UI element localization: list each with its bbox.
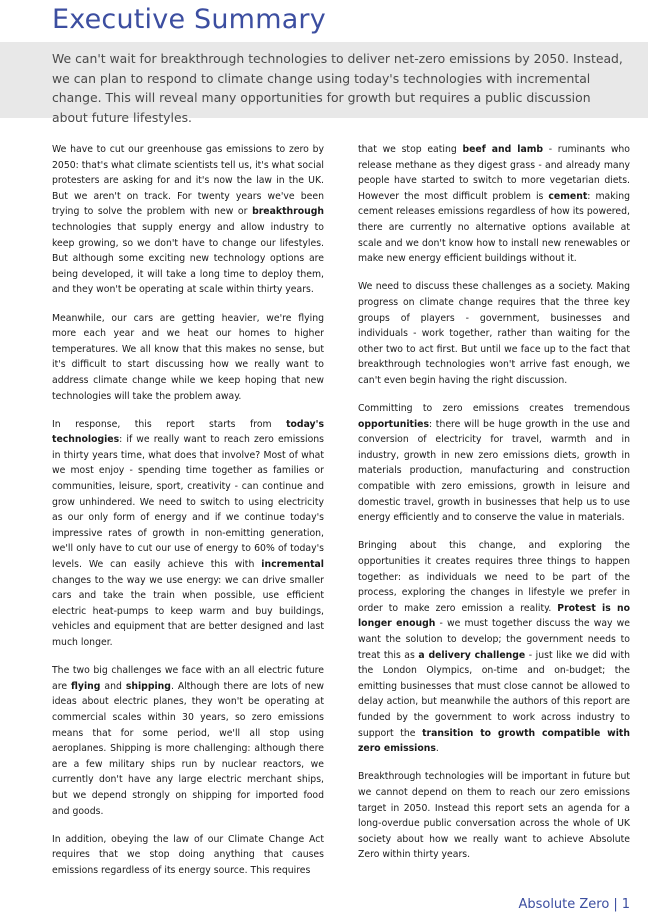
bold-text: flying	[71, 680, 101, 692]
body-paragraph	[358, 769, 630, 863]
bold-text: incremental	[261, 559, 324, 571]
footer-report-name: Absolute Zero	[518, 897, 610, 912]
body-paragraph	[52, 311, 324, 405]
bold-text: today's technologies	[52, 418, 324, 446]
paragraph-text: that we stop eating	[358, 144, 463, 155]
body-paragraph	[358, 401, 630, 526]
paragraph-text: In addition, obeying the law of our Climate Change Act requires that we stop doing anything that causes emissions regardless of its energy source. This requires	[52, 833, 324, 876]
paragraph-text: - just like we did with the London Olympics, on-time and on-budget; the emitting businesses that must close cannot be allowed to delay action, but meanwhile the authors of this report are funded by the government to work across industry to support the	[358, 649, 631, 739]
bold-text: beef and lamb	[462, 144, 544, 155]
footer-separator: |	[613, 897, 618, 912]
bold-text: cement	[548, 190, 588, 202]
page-title: Executive Summary	[52, 4, 326, 35]
paragraph-text: changes to the way we use energy: we can drive smaller cars and take the train when possible, use efficient electric heat-pumps to keep warm and buy buildings, vehicles and equipment that are better designed and last much longer.	[52, 574, 324, 648]
right-column	[358, 142, 630, 876]
bold-text: a delivery challenge	[418, 649, 526, 661]
bold-text: Protest is no longer enough	[358, 602, 630, 630]
left-column	[52, 142, 324, 891]
paragraph-text: technologies that supply energy and allow industry to keep growing, so we don't have to change our lifestyles. But although some exciting new technology options are being developed, it will take a long time to deploy them, and they won't be operating at scale within thirty years.	[52, 221, 324, 296]
body-paragraph	[52, 142, 324, 298]
paragraph-text: and	[100, 680, 126, 692]
intro-text: We can't wait for breakthrough technologies to deliver net-zero emissions by 2050. Instead, we can plan to respond to climate change using today's technologies with incremental change. This will reveal many opportunities for growth but requires a public discussion about future lifestyles.	[52, 51, 623, 125]
paragraph-text: In response, this report starts from	[52, 418, 287, 430]
paragraph-text: We have to cut our greenhouse gas emissions to zero by 2050: that's what climate scientists tell us, it's what social protesters are asking for and it's now the law in the UK. But we aren't on track. For twenty years we've been trying to solve the problem with new or	[52, 144, 324, 218]
paragraph-text: We need to discuss these challenges as a society. Making progress on climate change requires that the three key groups of players - government, businesses and individuals - work together, rather than waiting for the other two to act first. But until we face up to the fact that breakthrough technologies won't arrive fast enough, we can't even begin having the right discussion.	[358, 281, 630, 386]
bold-text: transition to growth compatible with zero emissions	[358, 727, 630, 755]
paragraph-text: Committing to zero emissions creates tremendous	[358, 403, 630, 415]
paragraph-text: The two big challenges we face with an all electric future are	[52, 665, 324, 692]
paragraph-text: Breakthrough technologies will be important in future but we cannot depend on them to reach our zero emissions target in 2050. Instead this report sets an agenda for a long-overdue public conversation across the whole of UK society about how we really want to achieve Absolute Zero within thirty years.	[358, 771, 630, 861]
paragraph-text: : if we really want to reach zero emissions in thirty years time, what does that involve? Most of what we most enjoy - spending time together as families or communities, leisure, sport, creativity - can continue and grow unhindered. We need to switch to using electricity as our only form of energy and if we continue today's impressive rates of growth in non-emitting generation, we'll only have to cut our use of energy to 60% of today's levels. We can easily achieve this with	[52, 434, 324, 571]
body-paragraph	[52, 663, 324, 819]
body-paragraph	[52, 417, 324, 651]
bold-text: breakthrough	[252, 206, 324, 218]
body-paragraph	[358, 142, 630, 267]
bold-text: opportunities	[358, 418, 430, 430]
paragraph-text: - ruminants who release methane as they digest grass - and already many people have started to switch to more vegetarian diets. However the most difficult problem is	[358, 144, 630, 202]
body-paragraph	[52, 832, 324, 879]
paragraph-text: - we must together discuss the way we want the solution to develop; the government needs to treat this as	[358, 618, 630, 661]
paragraph-text: . Although there are lots of new ideas about electric planes, they won't be operating at commercial scales within 30 years, so zero emissions means that for some period, we'll all stop using aeroplanes. Shipping is more challenging: although there are a few military ships run by nuclear reactors, we currently don't have any large electric merchant ships, but we depend strongly on shipping for imported food and goods.	[52, 680, 325, 817]
footer-page-number: 1	[621, 897, 630, 912]
paragraph-text: : there will be huge growth in the use and conversion of electricity for travel, warmth and in industry, growth in new zero emissions diets, growth in materials production, manufacturing and construction compatible with zero emissions, growth in leisure and domestic travel, growth in businesses that help us to use energy efficiently and to conserve the value in materials.	[358, 418, 630, 524]
bold-text: shipping	[125, 680, 171, 692]
paragraph-text: .	[435, 743, 439, 755]
paragraph-text: Meanwhile, our cars are getting heavier, we're flying more each year and we heat our homes to higher temperatures. We all know that this makes no sense, but it's difficult to start discussing how we really want to address climate change while we keep hoping that new technologies will take the problem away.	[52, 312, 324, 402]
paragraph-text: : making cement releases emissions regardless of how its powered, there are currently no alternative options available at scale and we don't know how to install new renewables or make new energy efficient buildings without it.	[358, 190, 630, 265]
body-paragraph	[358, 538, 630, 756]
page-footer	[518, 897, 630, 912]
intro-summary-box	[0, 42, 648, 125]
paragraph-text: Bringing about this change, and exploring the opportunities it creates requires three things to happen together: as individuals we need to be part of the process, exploring the changes in lifestyle we prefer in order to make zero emission a reality.	[358, 540, 630, 614]
body-paragraph	[358, 279, 630, 388]
